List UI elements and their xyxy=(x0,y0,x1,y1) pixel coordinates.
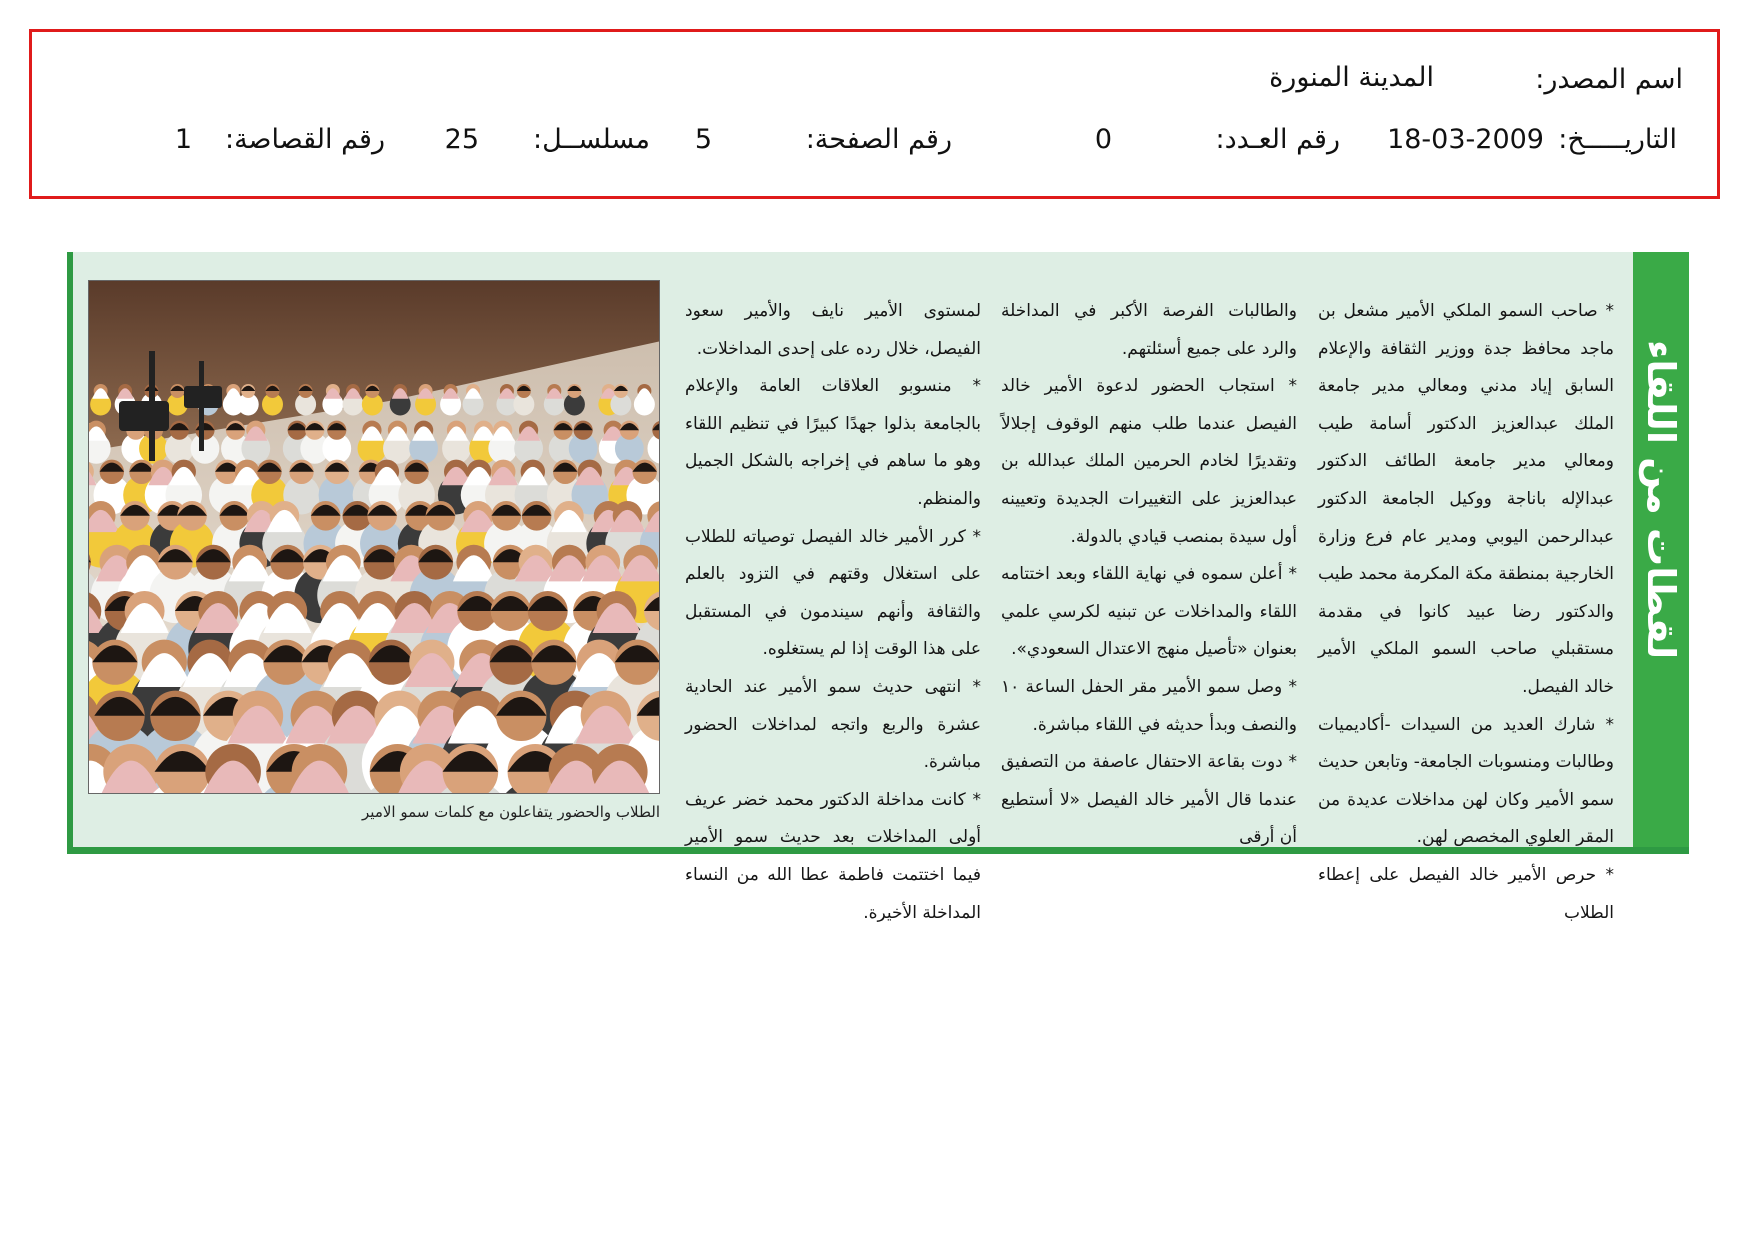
paragraph: * شارك العديد من السيدات -أكاديميات وطالبات ومنسوبات الجامعة- وتابعن حديث سمو الأمير وكان لهن مداخلات عديدة من المقر العلوي المخصص لهن. xyxy=(1318,714,1614,848)
serial-label: مسلســل: xyxy=(533,124,650,155)
source-value: المدينة المنورة xyxy=(1269,62,1434,93)
date-value: 18-03-2009 xyxy=(1387,124,1544,155)
paragraph: * حرص الأمير خالد الفيصل على إعطاء الطلاب xyxy=(1318,864,1614,923)
article-column-3 xyxy=(685,293,981,932)
serial-value: 25 xyxy=(444,124,479,155)
article-column-2 xyxy=(1001,293,1297,857)
source-metadata-box xyxy=(29,29,1720,199)
photo-caption: الطلاب والحضور يتفاعلون مع كلمات سمو الامير xyxy=(362,803,660,821)
article-column-1 xyxy=(1318,293,1614,932)
date-label: التاريـــــخ: xyxy=(1558,124,1677,155)
paragraph: * كرر الأمير خالد الفيصل توصياته للطلاب على استغلال وقتهم في التزود بالعلم والثقافة وأنهم سيندمون في المستقبل على هذا الوقت إذا لم يستغلوه. xyxy=(685,526,981,660)
paragraph: * أعلن سموه في نهاية اللقاء وبعد اختتامه اللقاء والمداخلات عن تبنيه لكرسي علمي بعنوان «تأصيل منهج الاعتدال السعودي». xyxy=(1001,564,1297,660)
paragraph: * منسوبو العلاقات العامة والإعلام بالجامعة بذلوا جهدًا كبيرًا في تنظيم اللقاء وهو ما ساهم في إخراجه بالشكل الجميل والمنظم. xyxy=(685,376,981,509)
clip-label: رقم القصاصة: xyxy=(224,124,385,155)
page-label: رقم الصفحة: xyxy=(805,124,952,155)
paragraph: * استجاب الحضور لدعوة الأمير خالد الفيصل عندما طلب منهم الوقوف إجلالاً وتقديرًا لخادم الحرمين الملك عبدالله بن عبدالعزيز على التغييرات الجديدة وتعيينه أول سيدة بمنصب قيادي بالدولة. xyxy=(1001,376,1297,547)
paragraph: * دوت بقاعة الاحتفال عاصفة من التصفيق عندما قال الأمير خالد الفيصل «لا أستطيع أن أرقى xyxy=(1001,752,1297,848)
source-label: اسم المصدر: xyxy=(1535,64,1683,95)
clipping-left-border xyxy=(67,252,73,852)
clip-value: 1 xyxy=(174,124,192,155)
article-title: لقطات من اللقاء xyxy=(1639,340,1683,660)
page-value: 5 xyxy=(694,124,712,155)
issue-value: 0 xyxy=(1094,124,1112,155)
paragraph: * صاحب السمو الملكي الأمير مشعل بن ماجد محافظ جدة ووزير الثقافة والإعلام السابق إياد مدني ومعالي مدير جامعة الملك عبدالعزيز الدكتور أسامة طيب ومعالي مدير جامعة الطائف الدكتور عبدالإله باناجة ووكيل الجامعة الدكتور عبدالرحمن اليوبي ومدير عام فرع وزارة الخارجية بمنطقة مكة المكرمة محمد طيب والدكتور رضا عبيد كانوا في مقدمة مستقبلي صاحب السمو الملكي الأمير خالد الفيصل. xyxy=(1318,301,1614,697)
audience-photo xyxy=(88,280,660,794)
paragraph: والطالبات الفرصة الأكبر في المداخلة والرد على جميع أسئلتهم. xyxy=(1001,301,1297,359)
issue-label: رقم العـدد: xyxy=(1215,124,1340,155)
paragraph: * وصل سمو الأمير مقر الحفل الساعة ١٠ والنصف وبدأ حديثه في اللقاء مباشرة. xyxy=(1001,676,1297,735)
paragraph: * كانت مداخلة الدكتور محمد خضر عريف أولى المداخلات بعد حديث سمو الأمير فيما اختتمت فاطمة عطا الله من النساء المداخلة الأخيرة. xyxy=(685,789,981,923)
paragraph: * انتهى حديث سمو الأمير عند الحادية عشرة والربع واتجه لمداخلات الحضور مباشرة. xyxy=(685,676,981,773)
paragraph: لمستوى الأمير نايف والأمير سعود الفيصل، خلال رده على إحدى المداخلات. xyxy=(685,301,981,359)
